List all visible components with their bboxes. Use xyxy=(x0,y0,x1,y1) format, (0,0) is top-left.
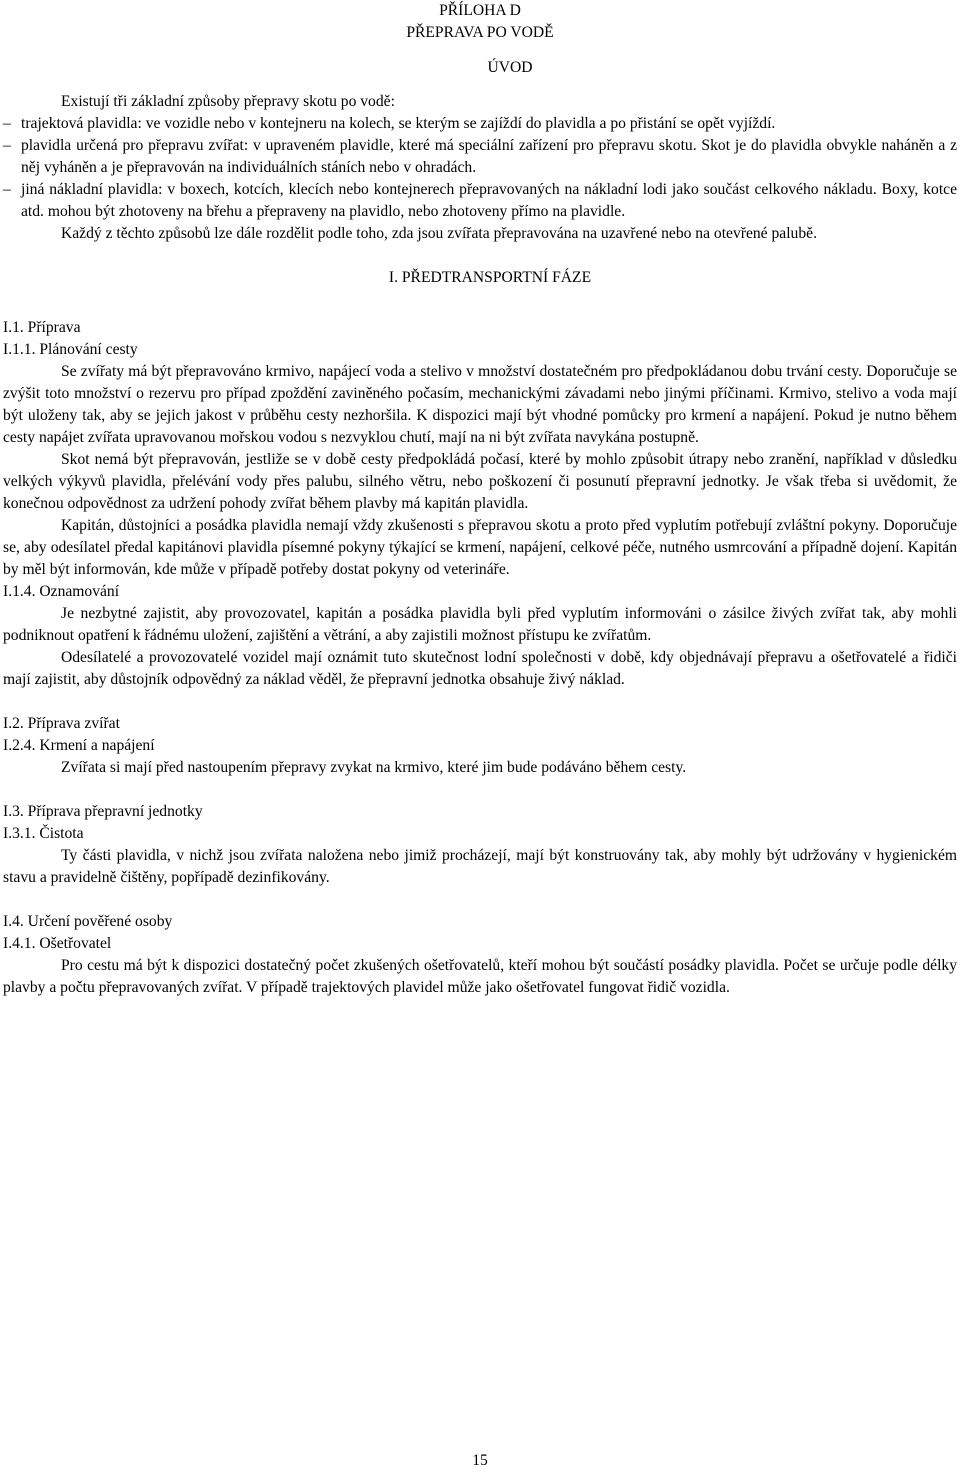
subsection-heading: I.2.4. Krmení a napájení xyxy=(3,737,155,754)
list-item-text: plavidla určená pro přepravu zvířat: v upraveném plavidle, které má speciální zařízení pro přepravu skotu. Skot je do plavidla obvykle naháněn a z něj vyháněn a je přepravován na individuálních stáních nebo v ohradách. xyxy=(21,137,957,176)
list-item xyxy=(3,179,957,223)
document-body xyxy=(3,0,957,999)
intro-lead: Existují tři základní způsoby přepravy skotu po vodě: xyxy=(61,93,395,110)
dash-bullet-icon: – xyxy=(3,181,11,198)
list-item xyxy=(3,113,957,135)
subsection-heading: I.3.1. Čistota xyxy=(3,825,84,842)
intro-closing: Každý z těchto způsobů lze dále rozdělit podle toho, zda jsou zvířata přepravována na uzavřené nebo na otevřené palubě. xyxy=(61,225,817,242)
subsection-heading: I.3. Příprava přepravní jednotky xyxy=(3,803,203,820)
subsection-heading: I.2. Příprava zvířat xyxy=(3,715,120,732)
dash-bullet-icon: – xyxy=(3,115,11,132)
paragraph: Zvířata si mají před nastoupením přepravy zvykat na krmivo, které jim bude podáváno během cesty. xyxy=(61,759,687,776)
paragraph: Kapitán, důstojníci a posádka plavidla nemají vždy zkušenosti s přepravou skotu a proto před vyplutím potřebují zvláštní pokyny. Doporučuje se, aby odesílatel předal kapitánovi plavidla písemné pokyny týkající se krmení, napájení, celkové péče, nutného usmrcování a případně dojení. Kapitán by měl být informován, kde může v případě potřeby dostat pokyny od veterináře. xyxy=(3,517,957,578)
paragraph: Pro cestu má být k dispozici dostatečný počet zkušených ošetřovatelů, kteří mohou být součástí posádky plavidla. Počet se určuje podle délky plavby a počtu přepravovaných zvířat. V případě trajektových plavidel může jako ošetřovatel fungovat řidič vozidla. xyxy=(3,957,957,996)
list-item-text: trajektová plavidla: ve vozidle nebo v kontejneru na kolech, se kterým se zajíždí do plavidla a po přistání se opět vyjíždí. xyxy=(21,115,776,132)
paragraph: Je nezbytné zajistit, aby provozovatel, kapitán a posádka plavidla byli před vyplutím informováni o zásilce živých zvířat tak, aby mohli podniknout opatření k řádnému uložení, zajištění a větrání, a aby zajistili možnost přístupu ke zvířatům. xyxy=(3,605,957,644)
dash-bullet-icon: – xyxy=(3,137,11,154)
intro-heading: ÚVOD xyxy=(487,59,533,76)
page-number: 15 xyxy=(472,1452,488,1469)
subsection-heading: I.4.1. Ošetřovatel xyxy=(3,935,112,952)
section-heading: I. PŘEDTRANSPORTNÍ FÁZE xyxy=(388,269,592,286)
list-item xyxy=(3,135,957,179)
subsection-heading: I.4. Určení pověřené osoby xyxy=(3,913,173,930)
paragraph: Ty části plavidla, v nichž jsou zvířata naložena nebo jimiž procházejí, mají být konstruovány tak, aby mohly být udržovány v hygienickém stavu a pravidelně čištěny, popřípadě dezinfikovány. xyxy=(3,847,957,886)
list-item-text: jiná nákladní plavidla: v boxech, kotcích, klecích nebo kontejnerech přepravovaných na nákladní lodi jako součást celkového nákladu. Boxy, kotce atd. mohou být zhotoveny na břehu a přepraveny na plavidlo, nebo zhotoveny přímo na plavidle. xyxy=(21,181,957,220)
annex-title: PŘÍLOHA D xyxy=(439,2,521,19)
paragraph: Skot nemá být přepravován, jestliže se v době cesty předpokládá počasí, které by mohlo způsobit útrapy nebo zranění, například v důsledku velkých výkyvů plavidla, přelévání vody přes palubu, silného větru, nebo poškození či posunutí přepravní jednotky. Je však třeba si uvědomit, že konečnou odpovědnost za udržení pohody zvířat během plavby má kapitán plavidla. xyxy=(3,451,957,512)
annex-subtitle: PŘEPRAVA PO VODĚ xyxy=(406,24,554,41)
subsection-heading: I.1. Příprava xyxy=(3,319,81,336)
paragraph: Odesílatelé a provozovatelé vozidel mají oznámit tuto skutečnost lodní společnosti v době, kdy objednávají přepravu a ošetřovatelé a řidiči mají zajistit, aby důstojník odpovědný za náklad věděl, že přepravní jednotka obsahuje živý náklad. xyxy=(3,649,957,688)
subsection-heading: I.1.4. Oznamování xyxy=(3,583,120,600)
subsection-heading: I.1.1. Plánování cesty xyxy=(3,341,138,358)
paragraph: Se zvířaty má být přepravováno krmivo, napájecí voda a stelivo v množství dostatečném pro předpokládanou dobu trvání cesty. Doporučuje se zvýšit toto množství o rezervu pro případ zpoždění zaviněného počasím, mechanickými závadami nebo jinými příčinami. Krmivo, stelivo a voda mají být uloženy tak, aby se jejich jakost v průběhu cesty nezhoršila. K dispozici mají být vhodné pomůcky pro krmení a napájení. Pokud je nutno během cesty napájet zvířata upravovanou mořskou vodou s nezvyklou chutí, mají na ni být zvířata navykána postupně. xyxy=(3,363,957,446)
